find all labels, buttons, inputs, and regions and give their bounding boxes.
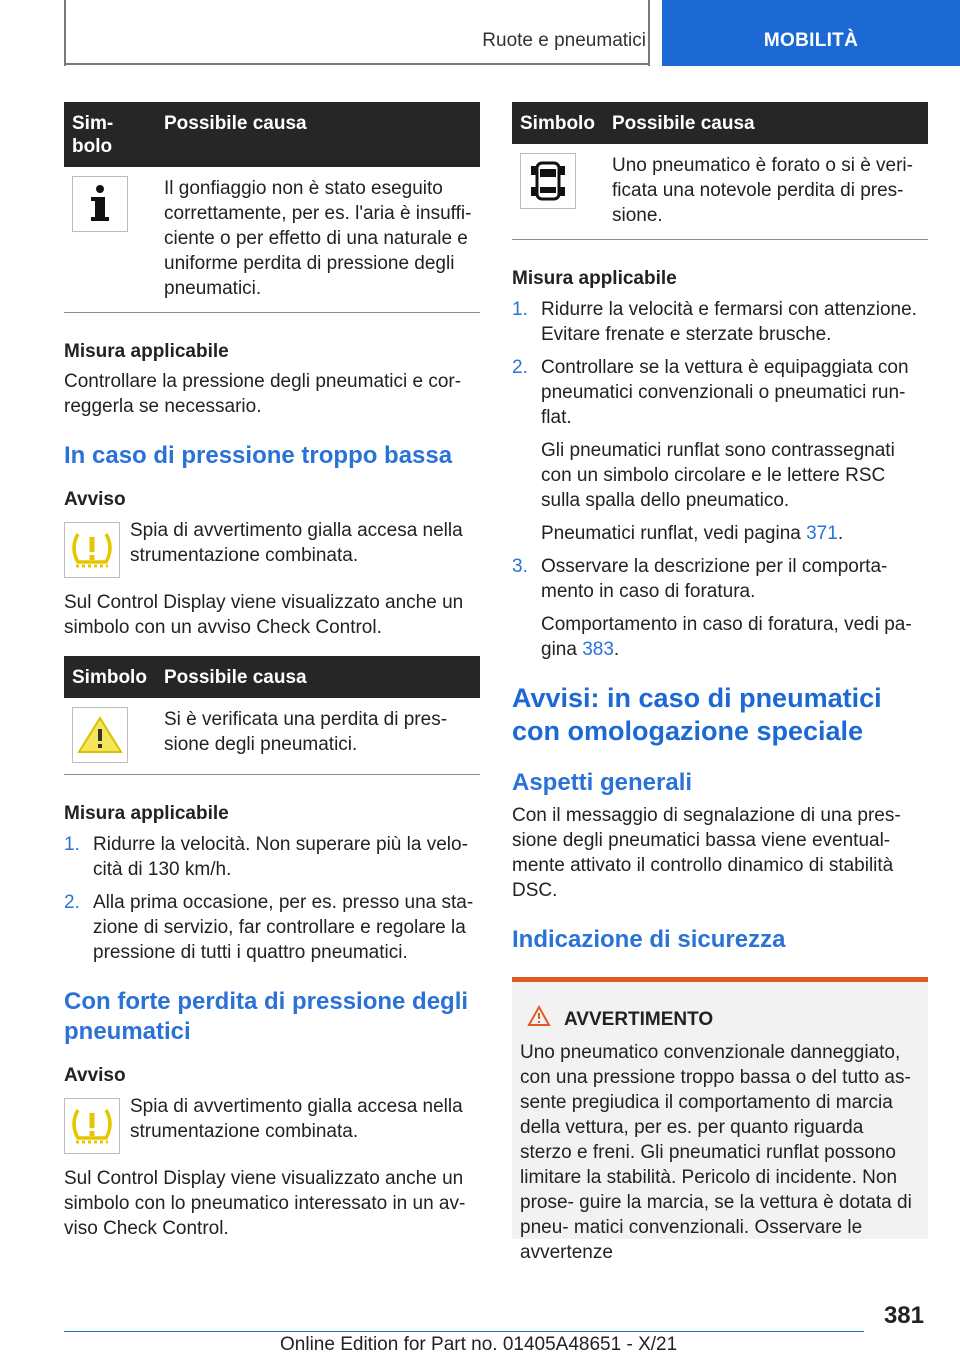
measure-steps bbox=[64, 832, 480, 965]
table-cell-cause: Si è verificata una perdita di pres‐ sione degli pneumatici. bbox=[156, 698, 480, 775]
warning-icon bbox=[528, 1006, 550, 1033]
notice-heading: Avviso bbox=[64, 1065, 126, 1086]
table-cell-symbol bbox=[64, 167, 156, 313]
section-heading-strong-loss: Con forte perdita di pressione degli pneumatici bbox=[64, 988, 469, 1045]
section-heading-safety: Indicazione di sicurezza bbox=[512, 926, 786, 953]
warning-triangle-icon bbox=[72, 707, 128, 763]
warning-alert-box bbox=[512, 977, 928, 1263]
symbol-table-info bbox=[64, 102, 480, 313]
header-chapter-label: MOBILITÀ bbox=[763, 30, 859, 51]
table-header-symbol: Simbolo bbox=[512, 102, 604, 144]
table-cell-symbol bbox=[512, 144, 604, 240]
measure-heading: Misura applicabile bbox=[512, 268, 677, 289]
left-column bbox=[64, 102, 480, 1241]
tire-pressure-warning-icon bbox=[64, 1098, 120, 1154]
right-column bbox=[512, 102, 928, 1263]
page-link-383[interactable]: 383 bbox=[582, 639, 614, 660]
table-header-symbol: Simbolo bbox=[64, 656, 156, 698]
list-item: 1. Ridurre la velocità e fermarsi con attenzione. Evitare frenate e sterzate brusche. bbox=[512, 299, 917, 345]
measure-steps bbox=[512, 297, 928, 662]
header-chapter-tab[interactable] bbox=[662, 0, 960, 66]
notice-row bbox=[64, 1094, 480, 1154]
section-heading-low-pressure: In caso di pressione troppo bassa bbox=[64, 442, 453, 469]
symbol-table-tire bbox=[512, 102, 928, 240]
page-number: 381 bbox=[883, 1302, 924, 1329]
step-note: Gli pneumatici runflat sono contrassegnati con un simbolo circolare e le lettere RSC sulla spalla dello pneumatico. bbox=[541, 440, 895, 511]
tire-pressure-warning-icon bbox=[64, 522, 120, 578]
list-item: 3. Osservare la descrizione per il comporta‐ mento in caso di foratura. Comportamento in caso di foratura, vedi pa‐ gina 383. bbox=[512, 554, 928, 662]
list-item: 2. Alla prima occasione, per es. presso una sta‐ zione di servizio, far controllare e regolare la pressione di tutti i quattro pneumatici. bbox=[64, 892, 474, 963]
table-cell-symbol bbox=[64, 698, 156, 775]
table-cell-cause: Il gonfiaggio non è stato eseguito correttamente, per es. l'aria è insuffi‐ ciente o per effetto di una naturale e uniforme perdita di pressione degli pneumatici. bbox=[156, 167, 480, 313]
symbol-table-warning bbox=[64, 656, 480, 775]
table-header-cause: Possibile causa bbox=[156, 656, 480, 698]
header-divider-mid bbox=[648, 0, 650, 66]
notice-text: Spia di avvertimento gialla accesa nella strumentazione combinata. bbox=[130, 520, 463, 566]
page-link-371[interactable]: 371 bbox=[806, 523, 838, 544]
list-item: 2. Controllare se la vettura è equipaggiata con pneumatici convenzionali o pneumatici run‐ flat. Gli pneumatici runflat sono contrassegnati con un simbolo circolare e le lettere RSC sulla spalla dello pneumatico. Pneumatici runflat, vedi pagina 371. bbox=[512, 355, 928, 546]
car-tire-icon bbox=[520, 153, 576, 209]
section-heading-general: Aspetti generali bbox=[512, 769, 693, 796]
info-icon bbox=[72, 176, 128, 232]
notice-heading: Avviso bbox=[64, 489, 126, 510]
notice-text: Spia di avvertimento gialla accesa nella strumentazione combinata. bbox=[130, 1096, 463, 1142]
alert-title: AVVERTIMENTO bbox=[520, 1006, 920, 1033]
display-text: Sul Control Display viene visualizzato anche un simbolo con lo pneumatico interessato in un av‐ viso Check Control. bbox=[64, 1168, 466, 1239]
footer-edition: Online Edition for Part no. 01405A48651 - X/21 bbox=[280, 1334, 678, 1355]
header-section-title: Ruote e pneumatici bbox=[482, 30, 646, 51]
table-cell-cause: Uno pneumatico è forato o si è veri‐ ficata una notevole perdita di pres‐ sione. bbox=[604, 144, 928, 240]
table-header-cause: Possibile causa bbox=[156, 102, 480, 167]
step-note: Comportamento in caso di foratura, vedi pa‐ gina 383. bbox=[541, 614, 912, 660]
notice-row bbox=[64, 518, 480, 578]
display-text: Sul Control Display viene visualizzato anche un simbolo con un avviso Check Control. bbox=[64, 592, 464, 638]
header-underline bbox=[64, 63, 650, 65]
measure-heading: Misura applicabile bbox=[64, 341, 229, 362]
footer-divider bbox=[64, 1331, 864, 1332]
measure-heading: Misura applicabile bbox=[64, 803, 229, 824]
measure-text: Controllare la pressione degli pneumatici e cor‐ reggerla se necessario. bbox=[64, 371, 462, 417]
alert-text: Uno pneumatico convenzionale danneggiato, con una pressione troppo bassa o del tutto as‐ sente pregiudica il comportamento di marcia della vettura, per es. per quanto riguarda sterzo e freni. Gli pneumatici runflat possono limitare la stabilità. Pericolo di incidente. Non prose‐ guire la marcia, se la vettura è dotata di pneu‐ matici convenzionali. Osservare le avvertenze bbox=[520, 1042, 912, 1263]
step-note: Pneumatici runflat, vedi pagina 371. bbox=[541, 523, 844, 544]
header-divider-left bbox=[64, 0, 66, 66]
table-header-symbol: Sim‐ bolo bbox=[64, 102, 156, 167]
chapter-heading: Avvisi: in caso di pneumatici con omologazione speciale bbox=[512, 683, 882, 746]
table-header-cause: Possibile causa bbox=[604, 102, 928, 144]
list-item: 1. Ridurre la velocità. Non superare più la velo‐ cità di 130 km/h. bbox=[64, 834, 468, 880]
general-text: Con il messaggio di segnalazione di una pres‐ sione degli pneumatici bassa viene eventual‐ mente attivato il controllo dinamico di stabilità DSC. bbox=[512, 805, 901, 901]
